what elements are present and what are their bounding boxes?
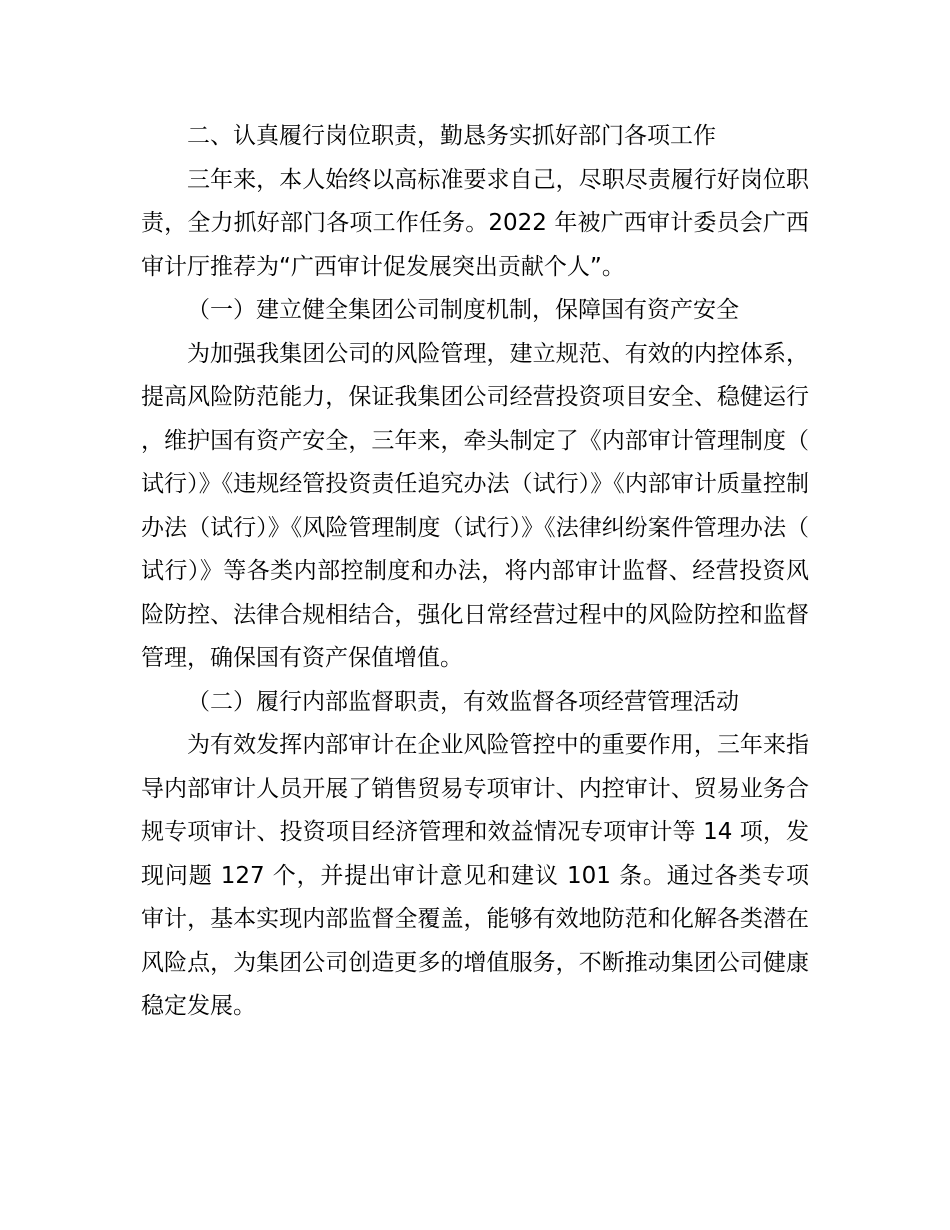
body-paragraph: 为加强我集团公司的风险管理，建立规范、有效的内控体系，提高风险防范能力，保证我集团公司经营投资项目安全、稳健运行，维护国有资产安全，三年来，牵头制定了《内部审计管理制度（试行）》《违规经管投资责任追究办法（试行）》《内部审计质量控制办法（试行）》《风险管理制度（试行）》《法律纠纷案件管理办法（试行）》等各类内部控制度和办法，将内部审计监督、经营投资风险防控、法律合规相结合，强化日常经营过程中的风险防控和监督管理，确保国有资产保值增值。 [141, 340, 809, 671]
document-body [141, 115, 809, 1029]
subsection-heading: （一）建立健全集团公司制度机制，保障国有资产安全 [187, 297, 739, 323]
section-heading: 二、认真履行岗位职责，勤恳务实抓好部门各项工作 [187, 123, 716, 149]
body-paragraph: 三年来，本人始终以高标准要求自己，尽职尽责履行好岗位职责，全力抓好部门各项工作任务。2022 年被广西审计委员会广西审计厅推荐为“广西审计促发展突出贡献个人”。 [141, 166, 809, 280]
body-paragraph: 为有效发挥内部审计在企业风险管控中的重要作用，三年来指导内部审计人员开展了销售贸易专项审计、内控审计、贸易业务合规专项审计、投资项目经济管理和效益情况专项审计等 14 项，发现问题 127 个，并提出审计意见和建议 101 条。通过各类专项审计，基本实现内部监督全覆盖，能够有效地防范和化解各类潜在风险点，为集团公司创造更多的增值服务，不断推动集团公司健康稳定发展。 [141, 732, 809, 1019]
subsection-heading: （二）履行内部监督职责，有效监督各项经营管理活动 [187, 688, 739, 715]
